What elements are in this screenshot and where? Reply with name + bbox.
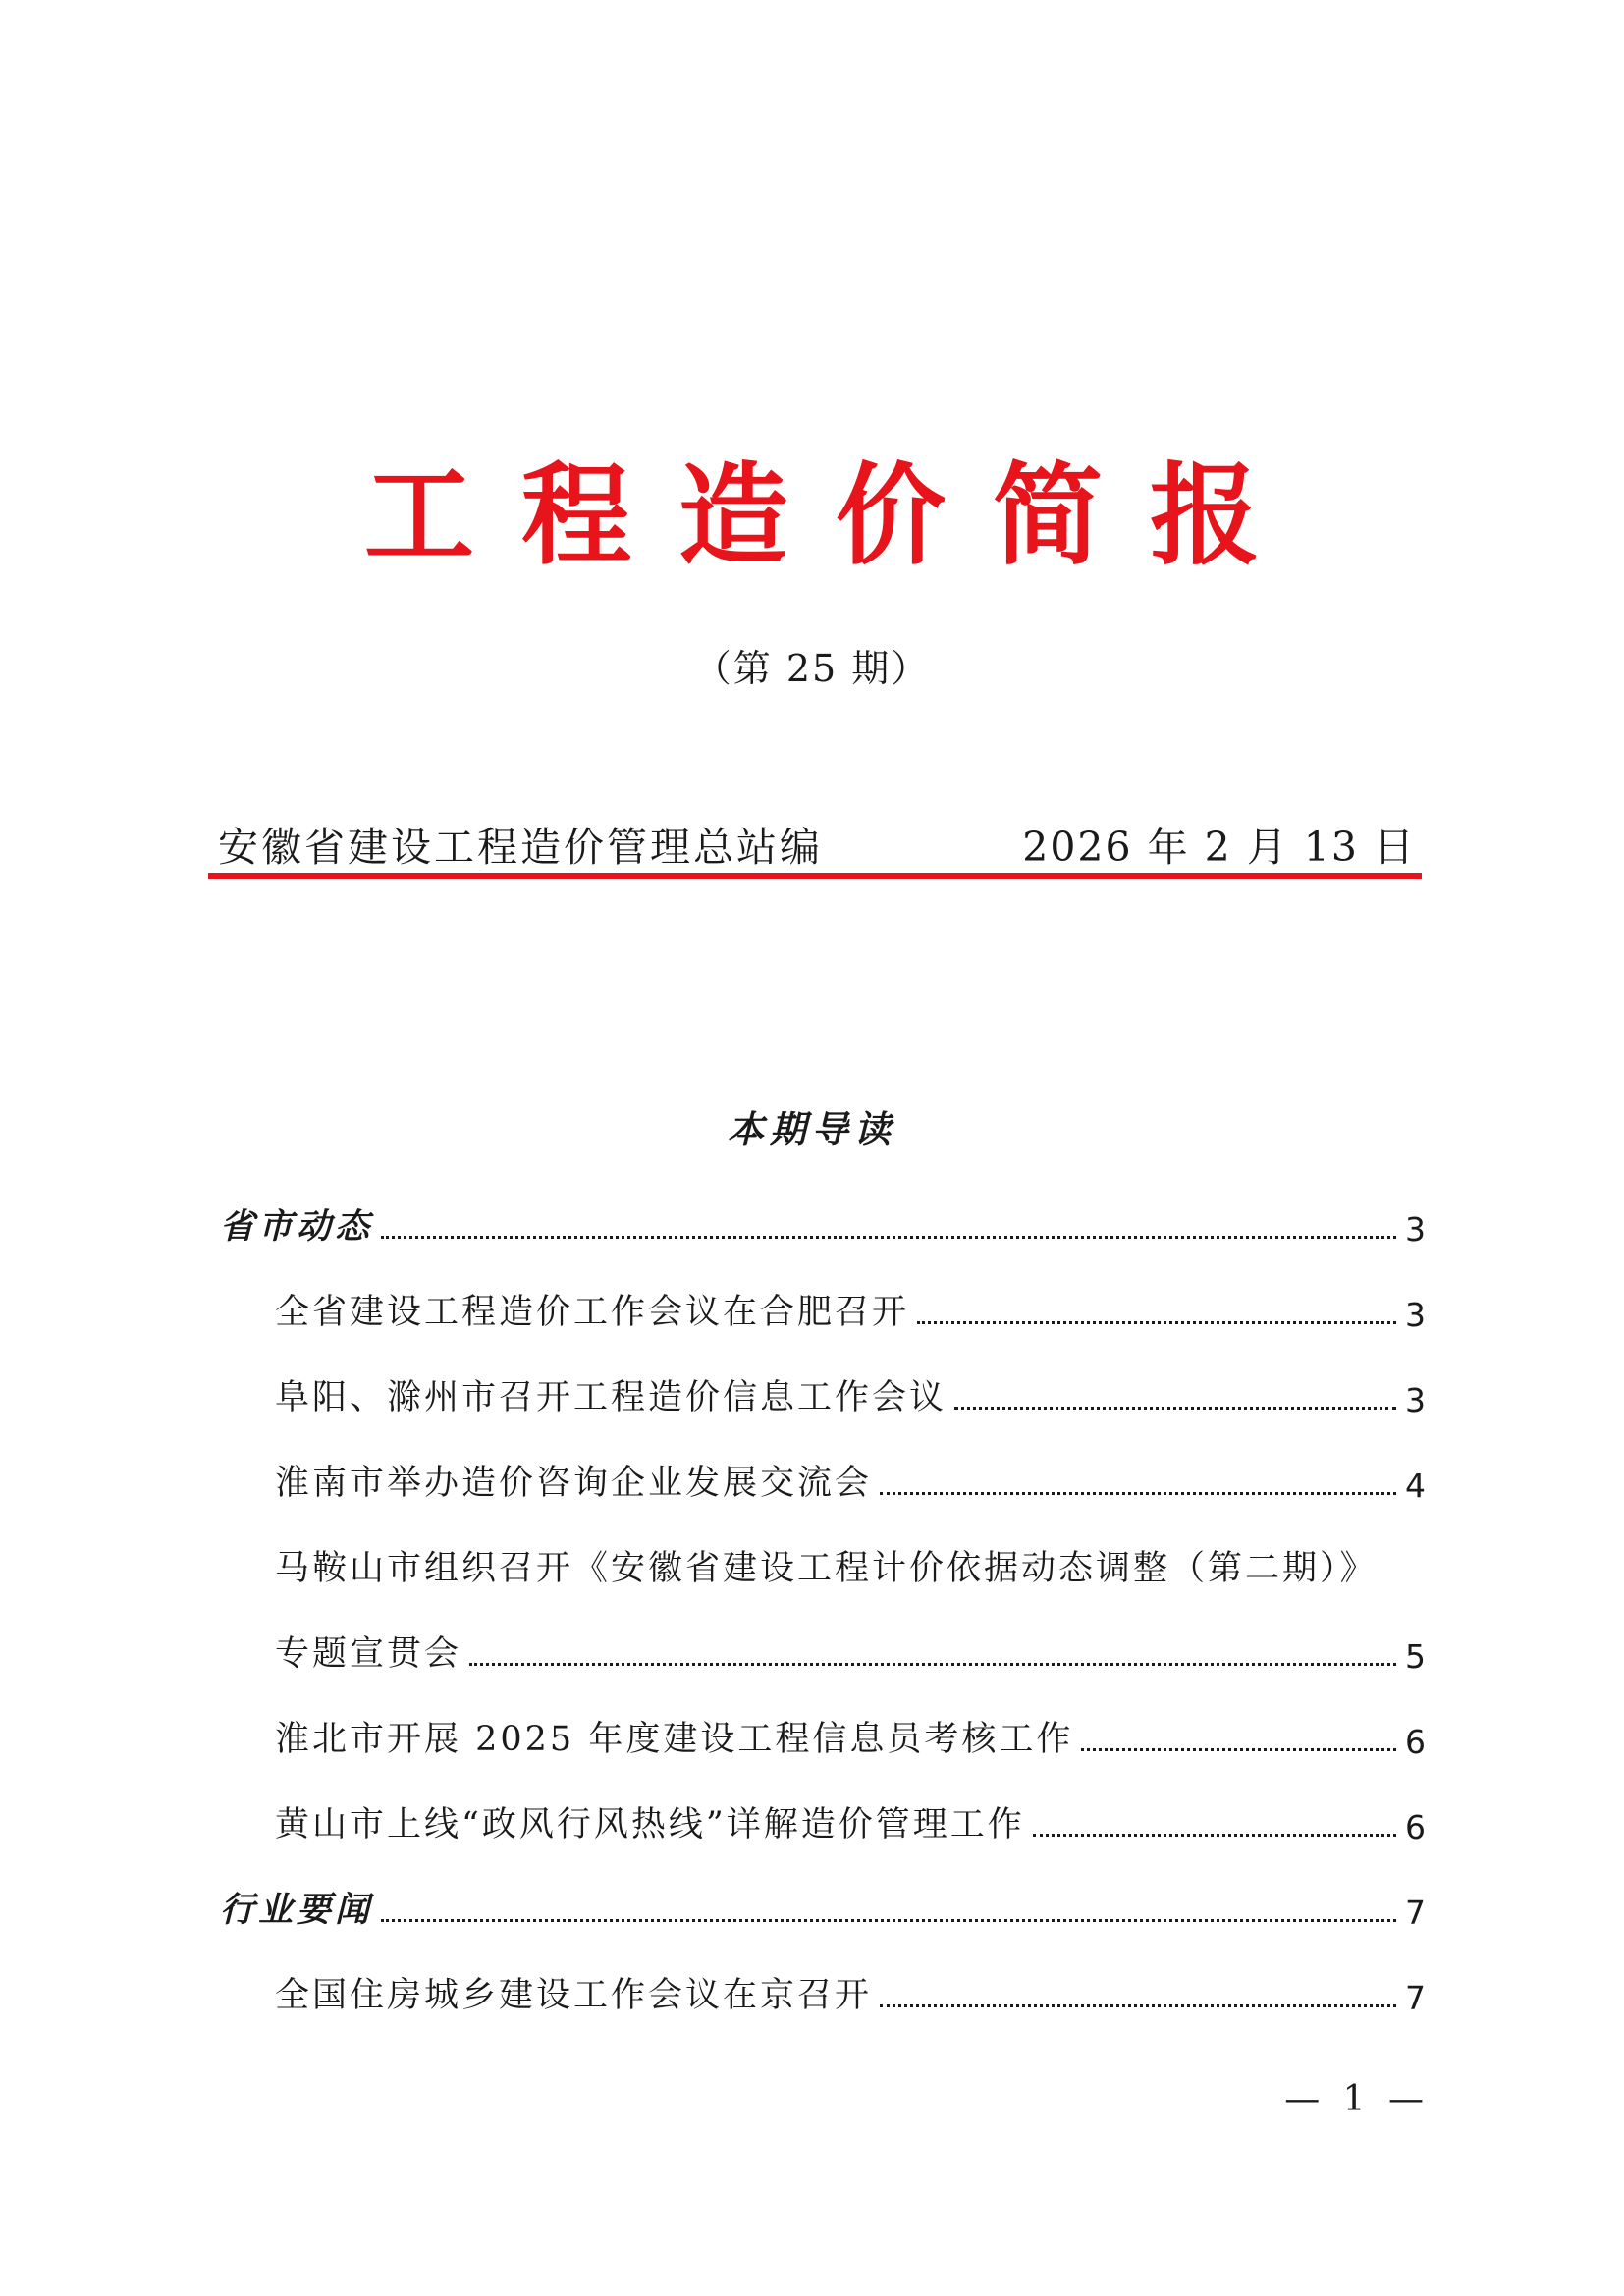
publish-date: 2026 年 2 月 13 日: [1022, 824, 1416, 871]
toc-entry-label: 全省建设工程造价工作会议在合肥召开: [275, 1293, 910, 1332]
toc-entry-label: 行业要闻: [220, 1890, 374, 1930]
toc-entry-label: 阜阳、滁州市召开工程造价信息工作会议: [275, 1378, 947, 1417]
toc-entry[interactable]: [275, 1456, 1426, 1505]
masthead-row: [218, 815, 1416, 871]
dot-leader: [1081, 1748, 1396, 1751]
toc-entry-label: 黄山市上线“政风行风热线”详解造价管理工作: [275, 1805, 1025, 1844]
toc-entry-label: 专题宣贯会: [275, 1634, 462, 1674]
toc-page-number: 3: [1405, 1210, 1426, 1249]
dot-leader: [381, 1919, 1396, 1922]
page-number: — 1 —: [1284, 2079, 1430, 2119]
dot-leader: [880, 2004, 1396, 2007]
toc-entry[interactable]: [275, 1712, 1426, 1761]
toc-page-number: 4: [1405, 1467, 1426, 1505]
toc-page-number: 3: [1405, 1381, 1426, 1419]
toc-entry-wrapped-line[interactable]: [275, 1541, 1426, 1590]
toc-page-number: 6: [1405, 1808, 1426, 1846]
toc-entry[interactable]: [275, 1285, 1426, 1334]
dot-leader: [917, 1321, 1396, 1324]
toc-page-number: 5: [1405, 1637, 1426, 1676]
dot-leader: [469, 1663, 1396, 1666]
red-divider: [208, 873, 1422, 879]
dot-leader: [1033, 1834, 1396, 1837]
bulletin-title: 工程造价简报: [364, 453, 1307, 580]
toc-entry[interactable]: [275, 1797, 1426, 1846]
toc-page-number: 7: [1405, 1979, 1426, 2017]
toc-heading: 本期导读: [728, 1107, 896, 1150]
toc-entry-label: 全国住房城乡建设工作会议在京召开: [275, 1976, 873, 2015]
toc-page-number: 7: [1405, 1894, 1426, 1932]
dot-leader: [880, 1492, 1396, 1495]
toc-entry-label: 淮南市举办造价咨询企业发展交流会: [275, 1464, 873, 1503]
toc-entry-label: 省市动态: [220, 1206, 374, 1247]
toc-section-provincial[interactable]: [220, 1200, 1426, 1249]
toc-entry[interactable]: [275, 1968, 1426, 2017]
issue-number: （第 25 期）: [693, 647, 931, 690]
dot-leader: [381, 1236, 1396, 1239]
toc-entry[interactable]: [275, 1627, 1426, 1676]
dot-leader: [954, 1407, 1396, 1410]
toc-entry-label: 淮北市开展 2025 年度建设工程信息员考核工作: [275, 1720, 1074, 1759]
toc-entry[interactable]: [275, 1370, 1426, 1419]
toc-page-number: 6: [1405, 1723, 1426, 1761]
editor-name: 安徽省建设工程造价管理总站编: [218, 824, 823, 871]
toc-entry-label: 马鞍山市组织召开《安徽省建设工程计价依据动态调整（第二期）》: [275, 1549, 1378, 1588]
toc-page-number: 3: [1405, 1296, 1426, 1334]
toc-section-industry-news[interactable]: [220, 1883, 1426, 1932]
